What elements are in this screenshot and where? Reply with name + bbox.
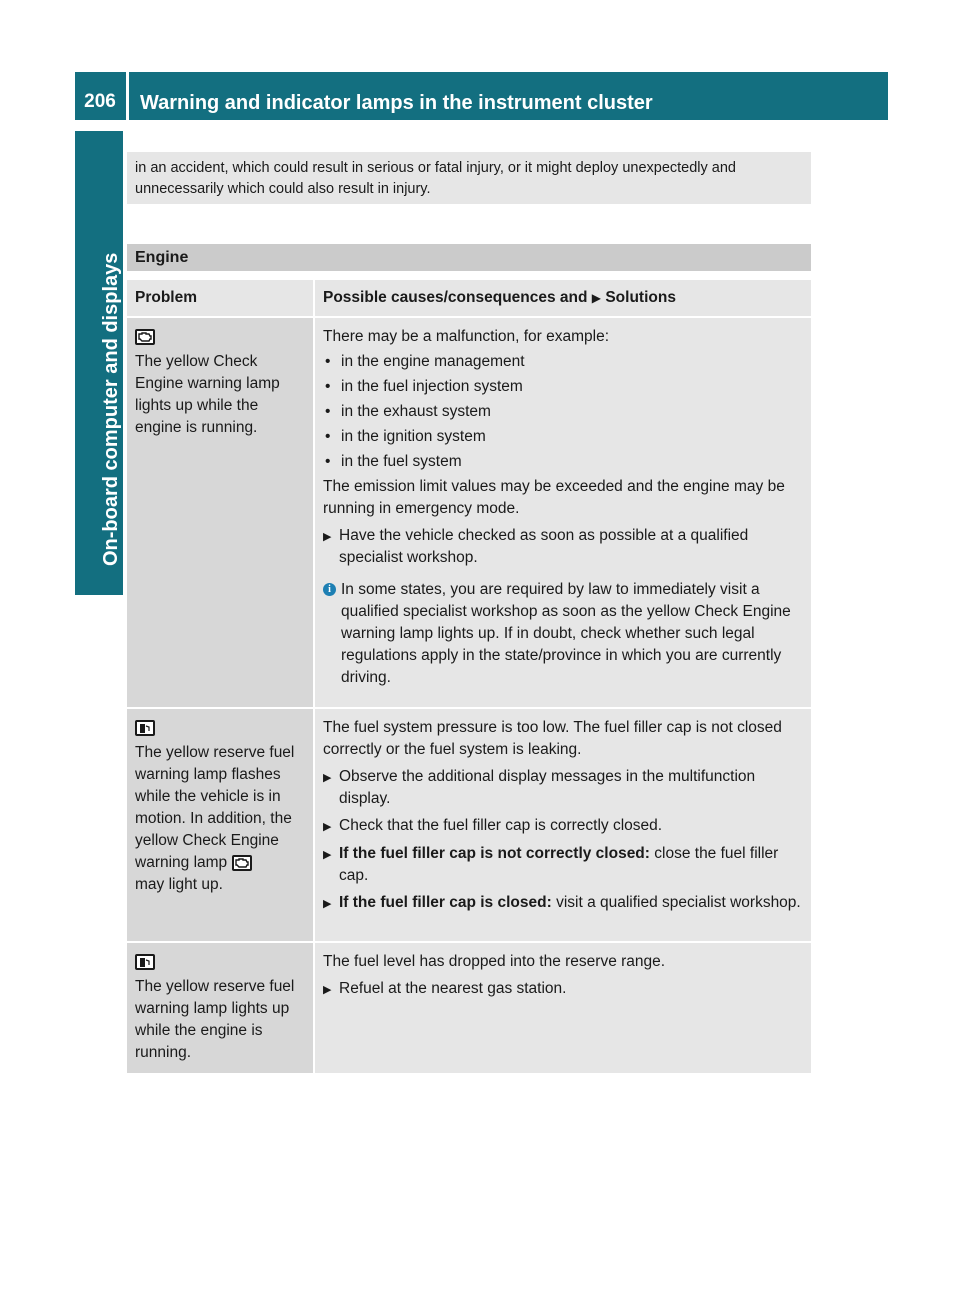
- check-engine-icon: [232, 855, 252, 871]
- step-arrow-icon: ▶: [323, 984, 332, 996]
- table-header-row: [127, 280, 811, 318]
- problem-text: The yellow Check Engine warning lamp lights up while the engine is running.: [135, 353, 280, 436]
- cause-lead: There may be a malfunction, for example:: [323, 328, 610, 345]
- step-arrow-icon: ▶: [323, 531, 332, 543]
- header-divider: [126, 72, 129, 120]
- fuel-pump-icon: [135, 954, 155, 970]
- check-engine-icon: [135, 329, 155, 345]
- step-arrow-icon: ▶: [323, 772, 332, 784]
- list-item: • in the fuel system: [325, 453, 462, 470]
- table-row: [127, 943, 811, 1075]
- step-arrow-icon: ▶: [323, 898, 332, 910]
- cause-lead: The fuel system pressure is too low. The fuel filler cap is not closed correctly or the fuel system is leaking.: [323, 719, 782, 758]
- solution-step: ▶ Observe the additional display messages in the multifunction display.: [323, 766, 805, 810]
- solution-step: ▶ If the fuel filler cap is not correctly closed: close the fuel filler cap.: [323, 843, 805, 887]
- cause-lead: The fuel level has dropped into the reserve range.: [323, 953, 666, 970]
- side-tab-label: On-board computer and displays: [100, 252, 122, 566]
- fuel-pump-icon: [135, 720, 155, 736]
- step-arrow-icon: ▶: [323, 821, 332, 833]
- table-row: [127, 709, 811, 943]
- page-title: Warning and indicator lamps in the instrument cluster: [140, 92, 653, 114]
- col-problem-header: Problem: [127, 280, 313, 316]
- solution-step: ▶ Have the vehicle checked as soon as possible at a qualified specialist workshop.: [323, 525, 805, 569]
- warning-table: [127, 280, 811, 1075]
- solution-step: ▶ Check that the fuel filler cap is correctly closed.: [323, 815, 805, 838]
- list-item: • in the ignition system: [325, 428, 486, 445]
- col-causes-header: [315, 280, 811, 316]
- info-note: i In some states, you are required by law to immediately visit a qualified specialist workshop as soon as the yellow Check Engine warning lamp lights up. If in doubt, check whether such legal regulations apply in the state/province in which you are currently driving.: [323, 579, 805, 689]
- list-item: • in the engine management: [325, 353, 525, 370]
- section-title: Engine: [127, 244, 811, 271]
- col-causes-label: Possible causes/consequences and: [323, 289, 588, 306]
- solution-step: ▶ If the fuel filler cap is closed: visit a qualified specialist workshop.: [323, 892, 805, 915]
- problem-text: The yellow reserve fuel warning lamp lights up while the engine is running.: [135, 978, 295, 1061]
- problem-text: The yellow reserve fuel warning lamp flashes while the vehicle is in motion. In addition, the yellow Check Engine warning lamp: [135, 744, 295, 871]
- intro-text: in an accident, which could result in serious or fatal injury, or it might deploy unexpectedly and unnecessarily which could also result in injury.: [127, 152, 811, 204]
- problem-text-end: may light up.: [135, 876, 223, 893]
- list-item: • in the fuel injection system: [325, 378, 523, 395]
- col-solutions-label: Solutions: [605, 289, 676, 306]
- solution-step: ▶ Refuel at the nearest gas station.: [323, 978, 805, 1001]
- step-arrow-icon: ▶: [323, 849, 332, 861]
- page-number: 206: [84, 91, 116, 112]
- list-item: • in the exhaust system: [325, 403, 491, 420]
- arrow-icon: ▶: [591, 291, 602, 305]
- cause-paragraph: The emission limit values may be exceeded and the engine may be running in emergency mode.: [323, 478, 785, 517]
- table-row: [127, 318, 811, 709]
- info-icon: i: [323, 583, 336, 596]
